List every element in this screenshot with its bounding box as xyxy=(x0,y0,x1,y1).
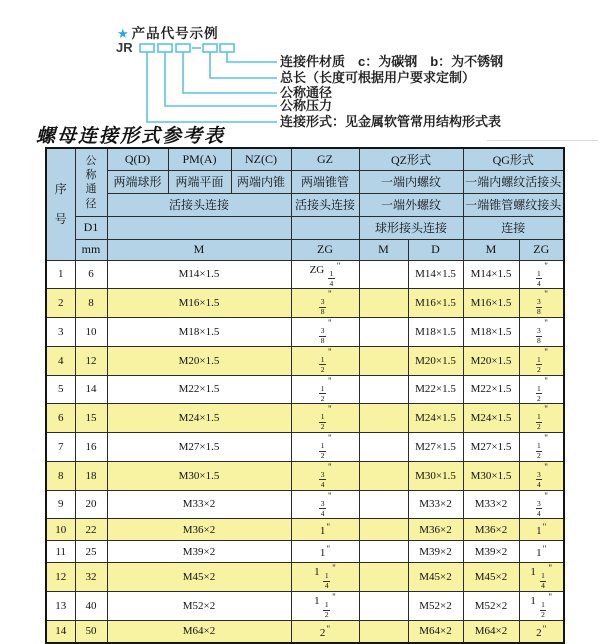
header-qz: QZ形式 xyxy=(359,148,463,170)
header-qg-taper-joint: 一端锥管螺纹接头 xyxy=(463,193,564,216)
cell-mm: 50 xyxy=(75,620,107,643)
diagram-label-connection: 连接形式：见金属软管常用结构形式表 xyxy=(280,114,502,129)
fraction: $\frac{3}{4}$ xyxy=(320,469,325,489)
cell-qz-d: M33×2 xyxy=(408,490,463,519)
code-box xyxy=(203,44,217,52)
cell-m-thread: M36×2 xyxy=(107,519,291,541)
fraction: $\frac{1}{2}$ xyxy=(537,383,541,403)
header-m3: M xyxy=(463,239,519,260)
cell-qz-d: M36×2 xyxy=(408,519,463,541)
cell-gz-size: 1 $\frac{1}{2}$ " xyxy=(291,592,359,621)
diagram-label-length: 总长（长度可根据用户要求定制） xyxy=(280,70,476,85)
cell-qg-m: M18×1.5 xyxy=(463,318,519,347)
fraction: $\frac{1}{2}$ xyxy=(324,600,329,620)
cell-gz-size: $\frac{3}{8}$ " xyxy=(291,289,359,318)
header-qz-sub: 一端内螺纹 xyxy=(359,170,463,193)
cell-qz-d: M39×2 xyxy=(408,541,463,563)
cell-qg-zg: 1" xyxy=(519,519,564,541)
table-body xyxy=(46,260,564,643)
cell-qz-d: M20×1.5 xyxy=(408,346,463,375)
cell-seq: 7 xyxy=(46,433,75,462)
leader-line xyxy=(210,52,277,78)
cell-gz-size: 1 $\frac{1}{4}$ " xyxy=(291,563,359,592)
cell-m-thread: M27×1.5 xyxy=(107,433,291,462)
cell-mm: 6 xyxy=(75,260,107,289)
page-title: 螺母连接形式参考表 xyxy=(36,126,226,147)
code-box xyxy=(176,44,190,52)
cell-m-thread: M20×1.5 xyxy=(107,346,291,375)
header-qg-sub: 一端内螺纹活接头 xyxy=(463,170,564,193)
cell-seq: 8 xyxy=(46,461,75,490)
cell-gz-size: 1" xyxy=(291,519,359,541)
fraction: $\frac{1}{2}$ xyxy=(541,600,545,620)
fraction: $\frac{1}{2}$ xyxy=(320,354,325,374)
cell-mm: 10 xyxy=(75,318,107,347)
cell-qz-m xyxy=(359,592,408,621)
cell-qg-m: M24×1.5 xyxy=(463,404,519,433)
cell-mm: 25 xyxy=(75,541,107,563)
fraction: $\frac{3}{8}$ xyxy=(320,297,325,317)
code-box xyxy=(220,44,234,52)
table-row xyxy=(46,620,564,643)
cell-qz-m xyxy=(359,289,408,318)
header-live-joint: 活接头连接 xyxy=(107,193,291,216)
header-seq: 序号 xyxy=(46,148,75,260)
header-q-sub: 两端球形 xyxy=(107,170,168,193)
star-icon: ★ xyxy=(117,26,130,41)
cell-gz-size: $\frac{1}{2}$ " xyxy=(291,404,359,433)
header-nz-sub: 两端内锥 xyxy=(231,170,291,193)
header-qz-ext-thread: 一端外螺纹 xyxy=(359,193,463,216)
cell-qz-m xyxy=(359,375,408,404)
fraction: $\frac{3}{4}$ xyxy=(537,469,541,489)
code-box xyxy=(158,44,172,52)
cell-qg-zg: 1 $\frac{1}{4}$ " xyxy=(519,563,564,592)
cell-qg-m: M39×2 xyxy=(463,541,519,563)
cell-gz-size: 1" xyxy=(291,541,359,563)
cell-qz-m xyxy=(359,519,408,541)
cell-qz-d: M64×2 xyxy=(408,620,463,643)
diagram-label-diameter: 公称通径 xyxy=(280,85,333,100)
cell-qg-zg: $\frac{3}{8}$ " xyxy=(519,289,564,318)
header-gz-sub: 两端锥管 xyxy=(291,170,359,193)
cell-qg-zg: $\frac{1}{2}$ " xyxy=(519,433,564,462)
cell-mm: 8 xyxy=(75,289,107,318)
table-row xyxy=(46,490,564,519)
header-empty xyxy=(291,216,359,239)
cell-qg-zg: $\frac{1}{2}$ " xyxy=(519,346,564,375)
fraction: $\frac{3}{4}$ xyxy=(537,498,541,518)
table-row xyxy=(46,563,564,592)
cell-qz-d: M27×1.5 xyxy=(408,433,463,462)
table-row xyxy=(46,541,564,563)
cell-qg-m: M22×1.5 xyxy=(463,375,519,404)
cell-qz-m xyxy=(359,461,408,490)
cell-m-thread: M16×1.5 xyxy=(107,289,291,318)
cell-seq: 1 xyxy=(46,260,75,289)
diagram-heading-text: 产品代号示例 xyxy=(131,26,219,41)
cell-seq: 3 xyxy=(46,318,75,347)
cell-gz-size: $\frac{1}{2}$ " xyxy=(291,346,359,375)
fraction: $\frac{3}{8}$ xyxy=(537,297,541,317)
cell-m-thread: M22×1.5 xyxy=(107,375,291,404)
table-header xyxy=(46,148,564,260)
cell-qg-m: M27×1.5 xyxy=(463,433,519,462)
header-m1: M xyxy=(107,239,291,260)
cell-gz-size: ZG $\frac{1}{4}$ " xyxy=(291,260,359,289)
table-row xyxy=(46,289,564,318)
header-gz-live-joint: 活接头连接 xyxy=(291,193,359,216)
cell-qg-zg: $\frac{3}{4}$ " xyxy=(519,461,564,490)
cell-mm: 32 xyxy=(75,563,107,592)
cell-qz-d: M30×1.5 xyxy=(408,461,463,490)
fraction: $\frac{1}{2}$ xyxy=(320,383,325,403)
fraction: $\frac{1}{4}$ xyxy=(541,571,545,591)
code-box xyxy=(140,44,154,52)
cell-mm: 16 xyxy=(75,433,107,462)
cell-seq: 4 xyxy=(46,346,75,375)
header-m2: M xyxy=(359,239,408,260)
leader-line xyxy=(165,52,277,106)
cell-mm: 18 xyxy=(75,461,107,490)
fraction: $\frac{1}{4}$ xyxy=(324,571,329,591)
cell-qg-m: M45×2 xyxy=(463,563,519,592)
cell-gz-size: $\frac{1}{2}$ " xyxy=(291,375,359,404)
diagram-label-material: 连接件材质 c：为碳钢 b：为不锈钢 xyxy=(280,54,504,69)
product-code-prefix: JR xyxy=(116,40,133,55)
cell-qz-d: M14×1.5 xyxy=(408,260,463,289)
header-d1: D1 xyxy=(75,216,107,239)
cell-mm: 14 xyxy=(75,375,107,404)
fraction: $\frac{1}{4}$ xyxy=(537,268,541,288)
header-nz: NZ(C) xyxy=(231,148,291,170)
cell-qg-m: M30×1.5 xyxy=(463,461,519,490)
cell-mm: 22 xyxy=(75,519,107,541)
leader-line xyxy=(183,52,277,93)
cell-qg-zg: 2" xyxy=(519,620,564,643)
cell-qg-zg: $\frac{1}{4}$ " xyxy=(519,260,564,289)
cell-qg-m: M64×2 xyxy=(463,620,519,643)
fraction: $\frac{1}{2}$ xyxy=(537,354,541,374)
cell-qz-m xyxy=(359,490,408,519)
table-row xyxy=(46,519,564,541)
table-row xyxy=(46,592,564,621)
table-row xyxy=(46,346,564,375)
cell-mm: 20 xyxy=(75,490,107,519)
cell-qz-m xyxy=(359,563,408,592)
cell-gz-size: $\frac{3}{4}$ " xyxy=(291,461,359,490)
cell-qz-m xyxy=(359,433,408,462)
cell-qg-m: M20×1.5 xyxy=(463,346,519,375)
cell-qz-d: M52×2 xyxy=(408,592,463,621)
header-pm-sub: 两端平面 xyxy=(168,170,231,193)
cell-m-thread: M64×2 xyxy=(107,620,291,643)
table-row xyxy=(46,260,564,289)
cell-qg-zg: 1" xyxy=(519,541,564,563)
cell-gz-size: 2" xyxy=(291,620,359,643)
cell-qz-d: M16×1.5 xyxy=(408,289,463,318)
cell-qz-m xyxy=(359,318,408,347)
fraction: $\frac{1}{2}$ xyxy=(537,441,541,461)
cell-seq: 6 xyxy=(46,404,75,433)
cell-m-thread: M24×1.5 xyxy=(107,404,291,433)
divider-line xyxy=(487,140,598,141)
cell-qg-zg: $\frac{3}{4}$ " xyxy=(519,490,564,519)
cell-m-thread: M14×1.5 xyxy=(107,260,291,289)
header-q: Q(D) xyxy=(107,148,168,170)
cell-qz-d: M24×1.5 xyxy=(408,404,463,433)
cell-qz-m xyxy=(359,541,408,563)
header-zg2: ZG xyxy=(519,239,564,260)
cell-qg-zg: $\frac{1}{2}$ " xyxy=(519,404,564,433)
fraction: $\frac{3}{8}$ xyxy=(320,326,325,346)
cell-m-thread: M39×2 xyxy=(107,541,291,563)
cell-qz-m xyxy=(359,404,408,433)
cell-qg-m: M14×1.5 xyxy=(463,260,519,289)
cell-qz-d: M45×2 xyxy=(408,563,463,592)
cell-gz-size: $\frac{3}{4}$ " xyxy=(291,490,359,519)
fraction: $\frac{1}{2}$ xyxy=(320,441,325,461)
header-pm: PM(A) xyxy=(168,148,231,170)
cell-qg-zg: $\frac{1}{2}$ " xyxy=(519,375,564,404)
table-row xyxy=(46,461,564,490)
cell-seq: 11 xyxy=(46,541,75,563)
cell-qg-m: M52×2 xyxy=(463,592,519,621)
fraction: $\frac{1}{2}$ xyxy=(537,412,541,432)
header-nominal-diameter: 公称通径 xyxy=(75,148,107,216)
cell-m-thread: M45×2 xyxy=(107,563,291,592)
cell-qg-m: M36×2 xyxy=(463,519,519,541)
cell-seq: 12 xyxy=(46,563,75,592)
cell-seq: 9 xyxy=(46,490,75,519)
cell-gz-size: $\frac{1}{2}$ " xyxy=(291,433,359,462)
cell-qg-zg: 1 $\frac{1}{2}$ " xyxy=(519,592,564,621)
cell-mm: 12 xyxy=(75,346,107,375)
nut-connection-table xyxy=(45,147,565,644)
cell-mm: 15 xyxy=(75,404,107,433)
cell-mm: 40 xyxy=(75,592,107,621)
header-qz-ball-joint: 球形接头连接 xyxy=(359,216,463,239)
cell-qg-zg: $\frac{3}{8}$ " xyxy=(519,318,564,347)
cell-seq: 14 xyxy=(46,620,75,643)
table-row xyxy=(46,433,564,462)
table-row xyxy=(46,404,564,433)
cell-qz-d: M22×1.5 xyxy=(408,375,463,404)
table-row xyxy=(46,318,564,347)
diagram-label-pressure: 公称压力 xyxy=(280,98,333,113)
cell-qg-m: M16×1.5 xyxy=(463,289,519,318)
cell-seq: 10 xyxy=(46,519,75,541)
header-gz: GZ xyxy=(291,148,359,170)
fraction: $\frac{1}{2}$ xyxy=(320,412,325,432)
cell-qz-m xyxy=(359,620,408,643)
header-qg: QG形式 xyxy=(463,148,564,170)
table-row xyxy=(46,375,564,404)
cell-seq: 13 xyxy=(46,592,75,621)
cell-m-thread: M33×2 xyxy=(107,490,291,519)
header-zg1: ZG xyxy=(291,239,359,260)
cell-seq: 2 xyxy=(46,289,75,318)
cell-qz-d: M18×1.5 xyxy=(408,318,463,347)
fraction: $\frac{3}{8}$ xyxy=(537,326,541,346)
cell-seq: 5 xyxy=(46,375,75,404)
header-mm: mm xyxy=(75,239,107,260)
header-empty xyxy=(107,216,291,239)
header-qg-connect: 连接 xyxy=(463,216,564,239)
cell-qz-m xyxy=(359,260,408,289)
fraction: $\frac{3}{4}$ xyxy=(320,498,325,518)
cell-m-thread: M18×1.5 xyxy=(107,318,291,347)
header-d: D xyxy=(408,239,463,260)
cell-gz-size: $\frac{3}{8}$ " xyxy=(291,318,359,347)
cell-qz-m xyxy=(359,346,408,375)
fraction: $\frac{1}{4}$ xyxy=(329,268,334,288)
leader-line xyxy=(227,52,277,62)
cell-qg-m: M33×2 xyxy=(463,490,519,519)
cell-m-thread: M52×2 xyxy=(107,592,291,621)
cell-m-thread: M30×1.5 xyxy=(107,461,291,490)
